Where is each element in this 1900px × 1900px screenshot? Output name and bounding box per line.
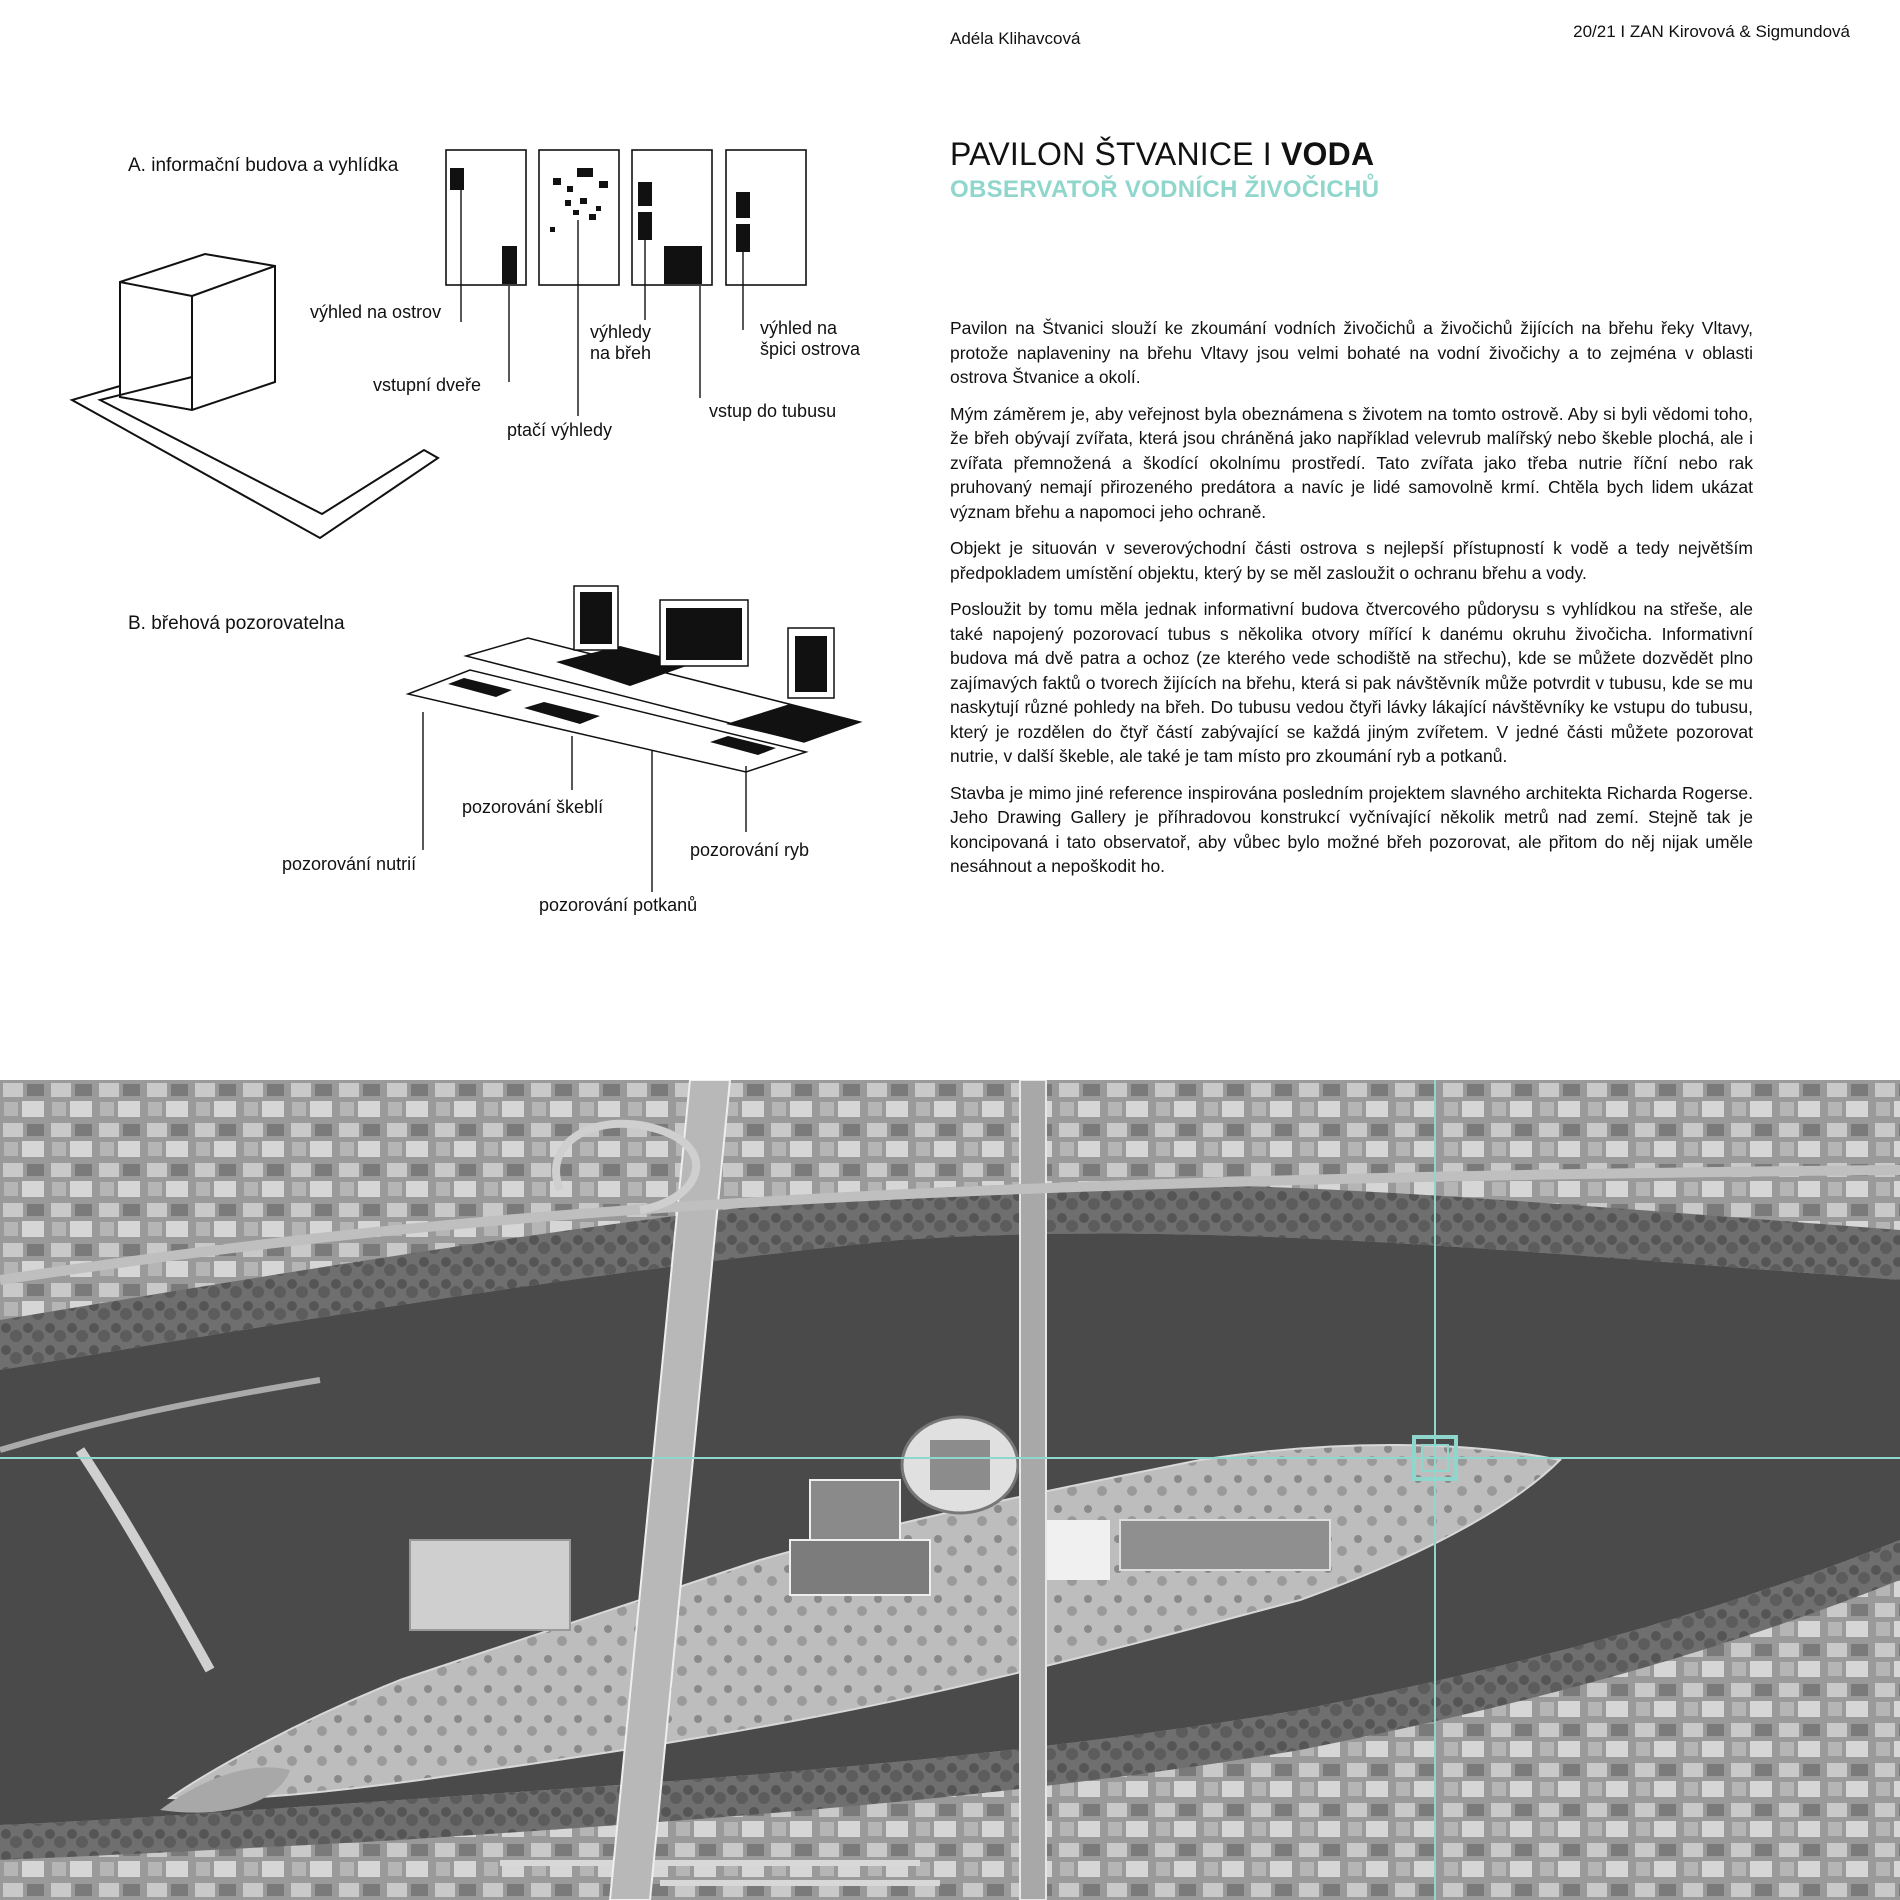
lock-structure xyxy=(660,1880,940,1886)
opening xyxy=(589,214,596,220)
facade-panels xyxy=(446,150,806,285)
opening xyxy=(573,210,579,215)
diagram-b-axonometric xyxy=(408,586,860,772)
frame-2-fill xyxy=(666,608,742,660)
opening xyxy=(553,178,561,185)
label-rats: pozorování potkanů xyxy=(539,895,698,915)
course-info: 20/21 I ZAN Kirovová & Sigmundová xyxy=(1573,22,1850,41)
body-paragraph: Stavba je mimo jiné reference inspirována posledním projektem slavného architekta Richarda Rogerse. Jeho Drawing Gallery je příhradovou konstrukcí vyčnívající několik metrů nad zemí. Stejně tak je koncipovaná i tato observatoř, aby vůbec bylo možné břeh pozorovat, ale přitom do něj nijak uměle nesáhnout a nepoškodit ho. xyxy=(950,782,1753,876)
label-mussels: pozorování škeblí xyxy=(462,797,604,817)
opening xyxy=(596,206,601,211)
label-fish: pozorování ryb xyxy=(690,840,810,860)
label-island-view: výhled na ostrov xyxy=(310,302,442,322)
label-nutria: pozorování nutrií xyxy=(282,854,417,874)
opening xyxy=(550,227,555,232)
walkway-outline xyxy=(72,377,438,538)
facade-openings xyxy=(450,168,750,284)
aerial-map xyxy=(0,1080,1900,1900)
body-paragraph: Mým záměrem je, aby veřejnost byla obeznámena s životem na tomto ostrově. Aby si byli vědomi toho, že břeh obývají zvířata, která jsou chráněná jako například velevrub malířský nebo škeble plochá, ale i zvířata přemnožená a škodící okolnímu prostředí. Tato zvířata jako třeba nutrie říční nebo rak pruhovaný nemají přirozeného predátora a navíc je lidé samovolně krmí. Chtěla bych lidem ukázat význam břehu a napomoci jeho ochraně. xyxy=(950,403,1753,522)
opening xyxy=(577,168,593,177)
label-entrance-door: vstupní dveře xyxy=(373,375,482,395)
opening xyxy=(567,186,573,192)
tennis-courts xyxy=(790,1540,930,1595)
opening xyxy=(599,181,608,188)
tennis-courts xyxy=(1120,1520,1330,1570)
opening xyxy=(565,200,571,206)
frame-1-fill xyxy=(580,592,612,644)
diagram-a-heading: A. informační budova a vyhlídka xyxy=(128,155,399,176)
body-paragraph: Pavilon na Štvanici slouží ke zkoumání vodních živočichů a živočichů žijících na břehu řeky Vltavy, protože naplaveniny na břehu Vltavy jsou velmi bohaté na vodní živočichy a to zejména v oblasti ostrova Štvanice a okolí. xyxy=(950,318,1753,387)
skatepark xyxy=(410,1540,570,1630)
page-title xyxy=(950,136,1374,173)
frame-3-fill xyxy=(795,636,827,692)
cube-outline xyxy=(120,254,275,410)
label-tip-view-line1: výhled na xyxy=(760,318,838,338)
tennis-courts xyxy=(810,1480,900,1540)
body-text xyxy=(950,316,1753,891)
cube-edge xyxy=(192,266,275,296)
label-tube-entrance: vstup do tubusu xyxy=(709,401,837,421)
diagram-a-axonometric xyxy=(72,254,438,538)
opening xyxy=(450,168,464,190)
label-shore-views-line1: výhledy xyxy=(590,322,652,342)
white-hall xyxy=(1040,1520,1110,1580)
opening xyxy=(736,224,750,252)
label-tip-view-line2: špici ostrova xyxy=(760,338,861,359)
body-paragraph: Posloužit by tomu měla jednak informativní budova čtvercového půdorysu s vyhlídkou na střeše, ale také napojený pozorovací tubus s několika otvory mířící k danému okruhu živočicha. Informativní budova má dvě patra a ochoz (ze kterého vede schodiště na střechu), kde se můžete dozvědět plno zajímavých faktů o tvorech žijících na břehu, která si pak návštěvník může potvrdit v tubusu, kde se mu naskytují různé pohledy na břeh. Do tubusu vedou čtyři lávky lákající návštěvníky ke vstupu do tubusu, který je rozdělen do čtyř částí zabývající se každá jiným zvířetem. V jedné části můžete pozorovat nutrie, v další škeble, ale také je tam místo pro zkoumání ryb a potkanů. xyxy=(950,599,1753,766)
stadium-court xyxy=(930,1440,990,1490)
opening xyxy=(638,212,652,240)
opening xyxy=(664,246,702,284)
railway-bridge xyxy=(1020,1080,1046,1900)
diagram-a-leaders xyxy=(461,190,743,416)
title-regular: PAVILON ŠTVANICE I xyxy=(950,136,1281,172)
opening xyxy=(736,192,750,218)
author-name: Adéla Klihavcová xyxy=(950,29,1081,48)
label-tip-view xyxy=(760,318,860,359)
opening xyxy=(580,198,587,204)
label-shore-views-line2: na břeh xyxy=(590,342,652,363)
opening xyxy=(502,246,517,284)
label-bird-views: ptačí výhledy xyxy=(507,420,613,440)
lock-structure xyxy=(500,1860,920,1866)
diagram-b-heading: B. břehová pozorovatelna xyxy=(128,613,345,634)
opening xyxy=(638,182,652,206)
label-shore-views xyxy=(590,322,651,363)
body-paragraph: Objekt je situován v severovýchodní části ostrova s nejlepší přístupností k vodě a tedy největším předpokladem umístění objektu, který by se měl zasloužit o ochranu břehu a vody. xyxy=(950,538,1753,583)
cube-edge xyxy=(120,282,192,296)
page-subtitle: OBSERVATOŘ VODNÍCH ŽIVOČICHŮ xyxy=(950,176,1380,203)
title-bold: VODA xyxy=(1281,136,1375,172)
